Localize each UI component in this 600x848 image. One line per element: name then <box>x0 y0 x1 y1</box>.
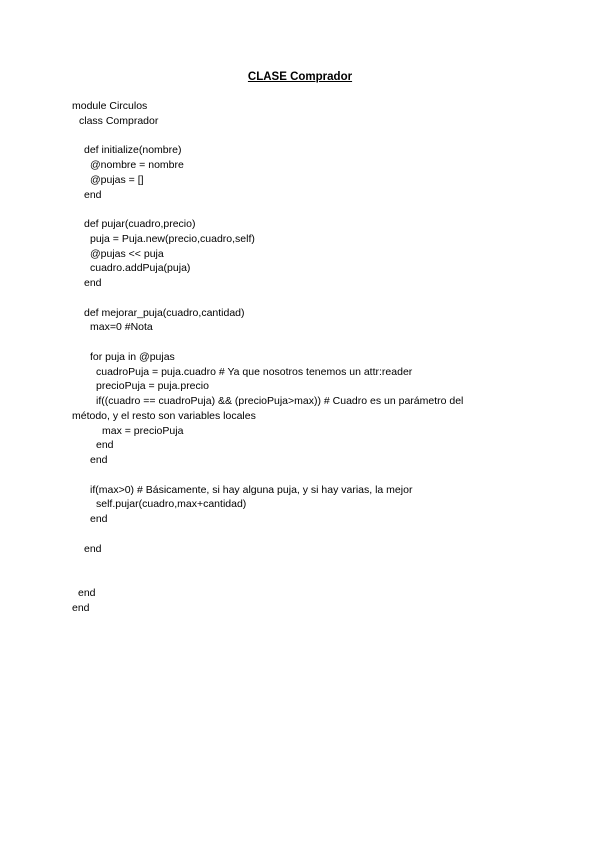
code-line: end <box>78 586 96 599</box>
code-line <box>72 571 512 586</box>
code-line: max = precioPuja <box>102 424 184 437</box>
code-line <box>72 202 512 217</box>
page-title: CLASE Comprador <box>247 71 353 83</box>
code-line: end <box>90 454 108 466</box>
code-line: cuadro.addPuja(puja) <box>90 262 191 275</box>
code-line: precioPuja = puja.precio <box>96 380 209 393</box>
code-line: def initialize(nombre) <box>84 144 182 157</box>
code-line <box>72 291 512 306</box>
code-line: end <box>90 513 108 525</box>
code-line <box>72 129 512 144</box>
code-line <box>72 468 512 483</box>
code-line: max=0 #Nota <box>90 321 153 334</box>
code-line: end <box>84 188 102 201</box>
code-line: puja = Puja.new(precio,cuadro,self) <box>90 232 255 245</box>
code-line: @pujas = [] <box>90 173 144 186</box>
code-line-continuation: método, y el resto son variables locales <box>72 409 256 422</box>
code-line: self.pujar(cuadro,max+cantidad) <box>96 498 247 511</box>
code-line: if(max>0) # Básicamente, si hay alguna puja, y si hay varias, la mejor <box>90 483 413 496</box>
code-line: @pujas << puja <box>90 247 164 260</box>
code-line: module Circulos <box>72 100 148 112</box>
code-line: def mejorar_puja(cuadro,cantidad) <box>84 306 245 319</box>
code-line: @nombre = nombre <box>90 159 184 171</box>
code-line: cuadroPuja = puja.cuadro # Ya que nosotros tenemos un attr:reader <box>96 365 413 378</box>
code-listing <box>72 99 512 615</box>
code-line: def pujar(cuadro,precio) <box>84 218 196 230</box>
code-line: end <box>96 439 114 452</box>
code-line: if((cuadro == cuadroPuja) && (precioPuja>max)) # Cuadro es un parámetro del <box>96 395 464 407</box>
code-line <box>72 556 512 571</box>
code-line <box>72 527 512 542</box>
code-line: end <box>84 277 102 289</box>
code-line: for puja in @pujas <box>90 350 175 363</box>
code-line <box>72 335 512 350</box>
code-line: class Comprador <box>79 114 159 127</box>
code-line: end <box>84 542 102 555</box>
code-line: end <box>72 601 90 614</box>
